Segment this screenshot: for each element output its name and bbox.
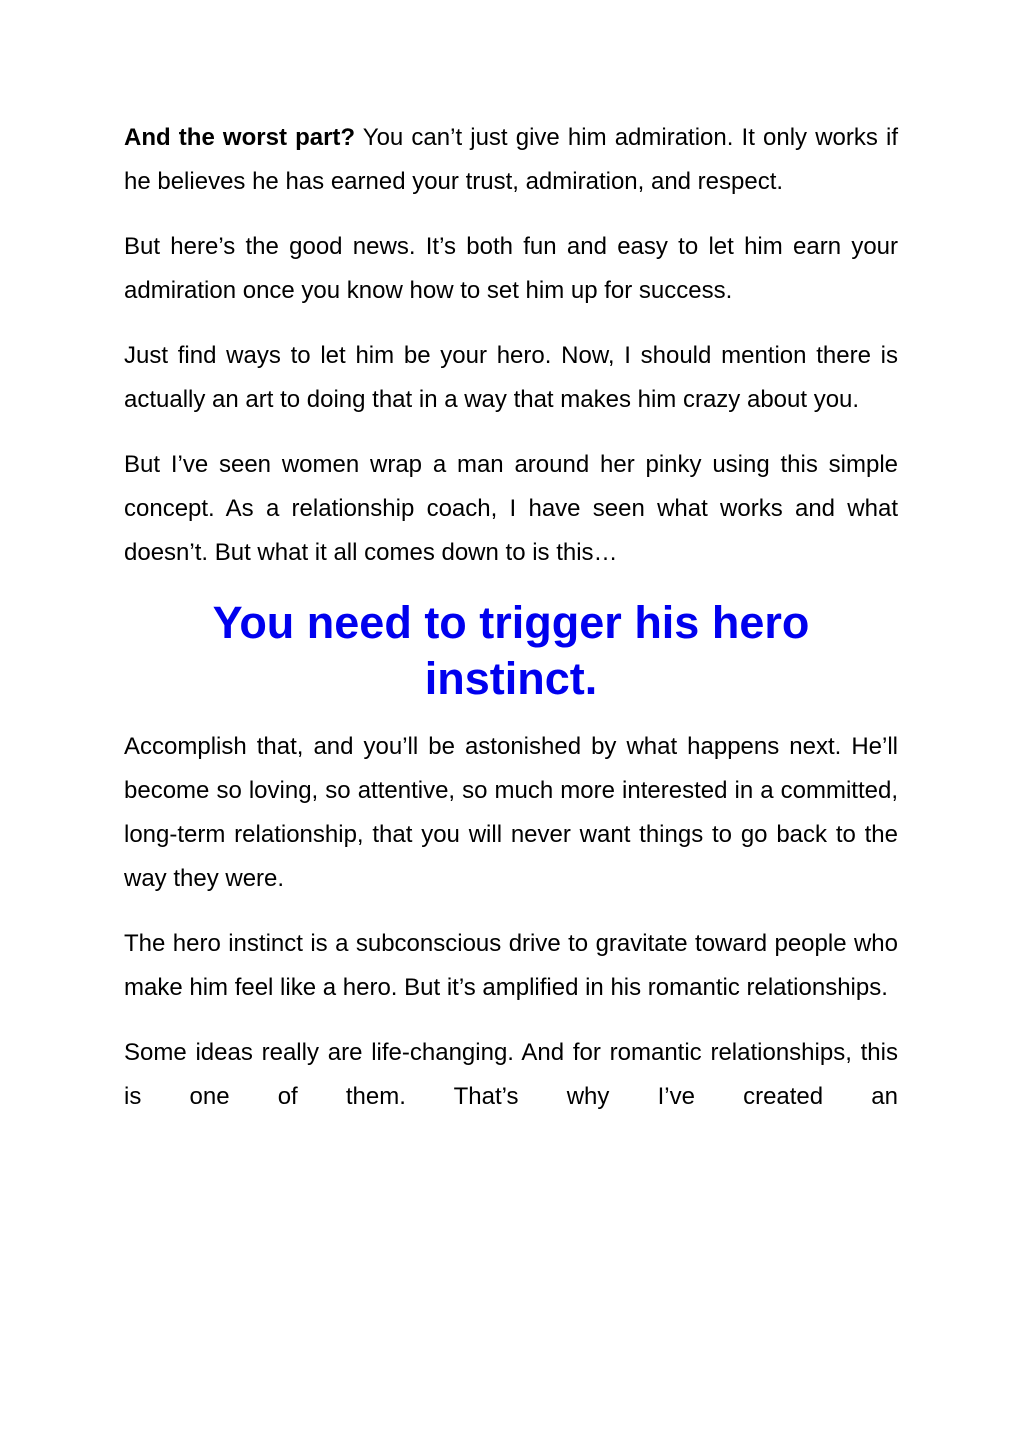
document-page <box>124 116 898 1119</box>
paragraph-accomplish: Accomplish that, and you’ll be astonished by what happens next. He’ll become so loving, so attentive, so much more interested in a committed, long-term relationship, that you will never want things to go back to the way they were. <box>124 733 898 892</box>
paragraph-hero-instinct-definition: The hero instinct is a subconscious drive to gravitate toward people who make him feel like a hero. But it’s amplified in his romantic relationships. <box>124 930 898 1001</box>
paragraph-be-your-hero: Just find ways to let him be your hero. Now, I should mention there is actually an art to doing that in a way that makes him crazy about you. <box>124 342 898 413</box>
paragraph-relationship-coach: But I’ve seen women wrap a man around her pinky using this simple concept. As a relationship coach, I have seen what works and what doesn’t. But what it all comes down to is this… <box>124 451 898 566</box>
paragraph-worst-part <box>124 116 898 204</box>
paragraph-text: You can’t just give him admiration. It only works if he believes he has earned your trust, admiration, and respect. <box>124 124 898 195</box>
paragraph-lead-bold: And the worst part? <box>124 124 356 151</box>
paragraph-good-news: But here’s the good news. It’s both fun and easy to let him earn your admiration once you know how to set him up for success. <box>124 233 898 304</box>
hero-instinct-heading: You need to trigger his hero instinct. <box>212 597 810 704</box>
paragraph-life-changing: Some ideas really are life-changing. And for romantic relationships, this is one of them. That’s why I’ve created an <box>124 1039 898 1110</box>
